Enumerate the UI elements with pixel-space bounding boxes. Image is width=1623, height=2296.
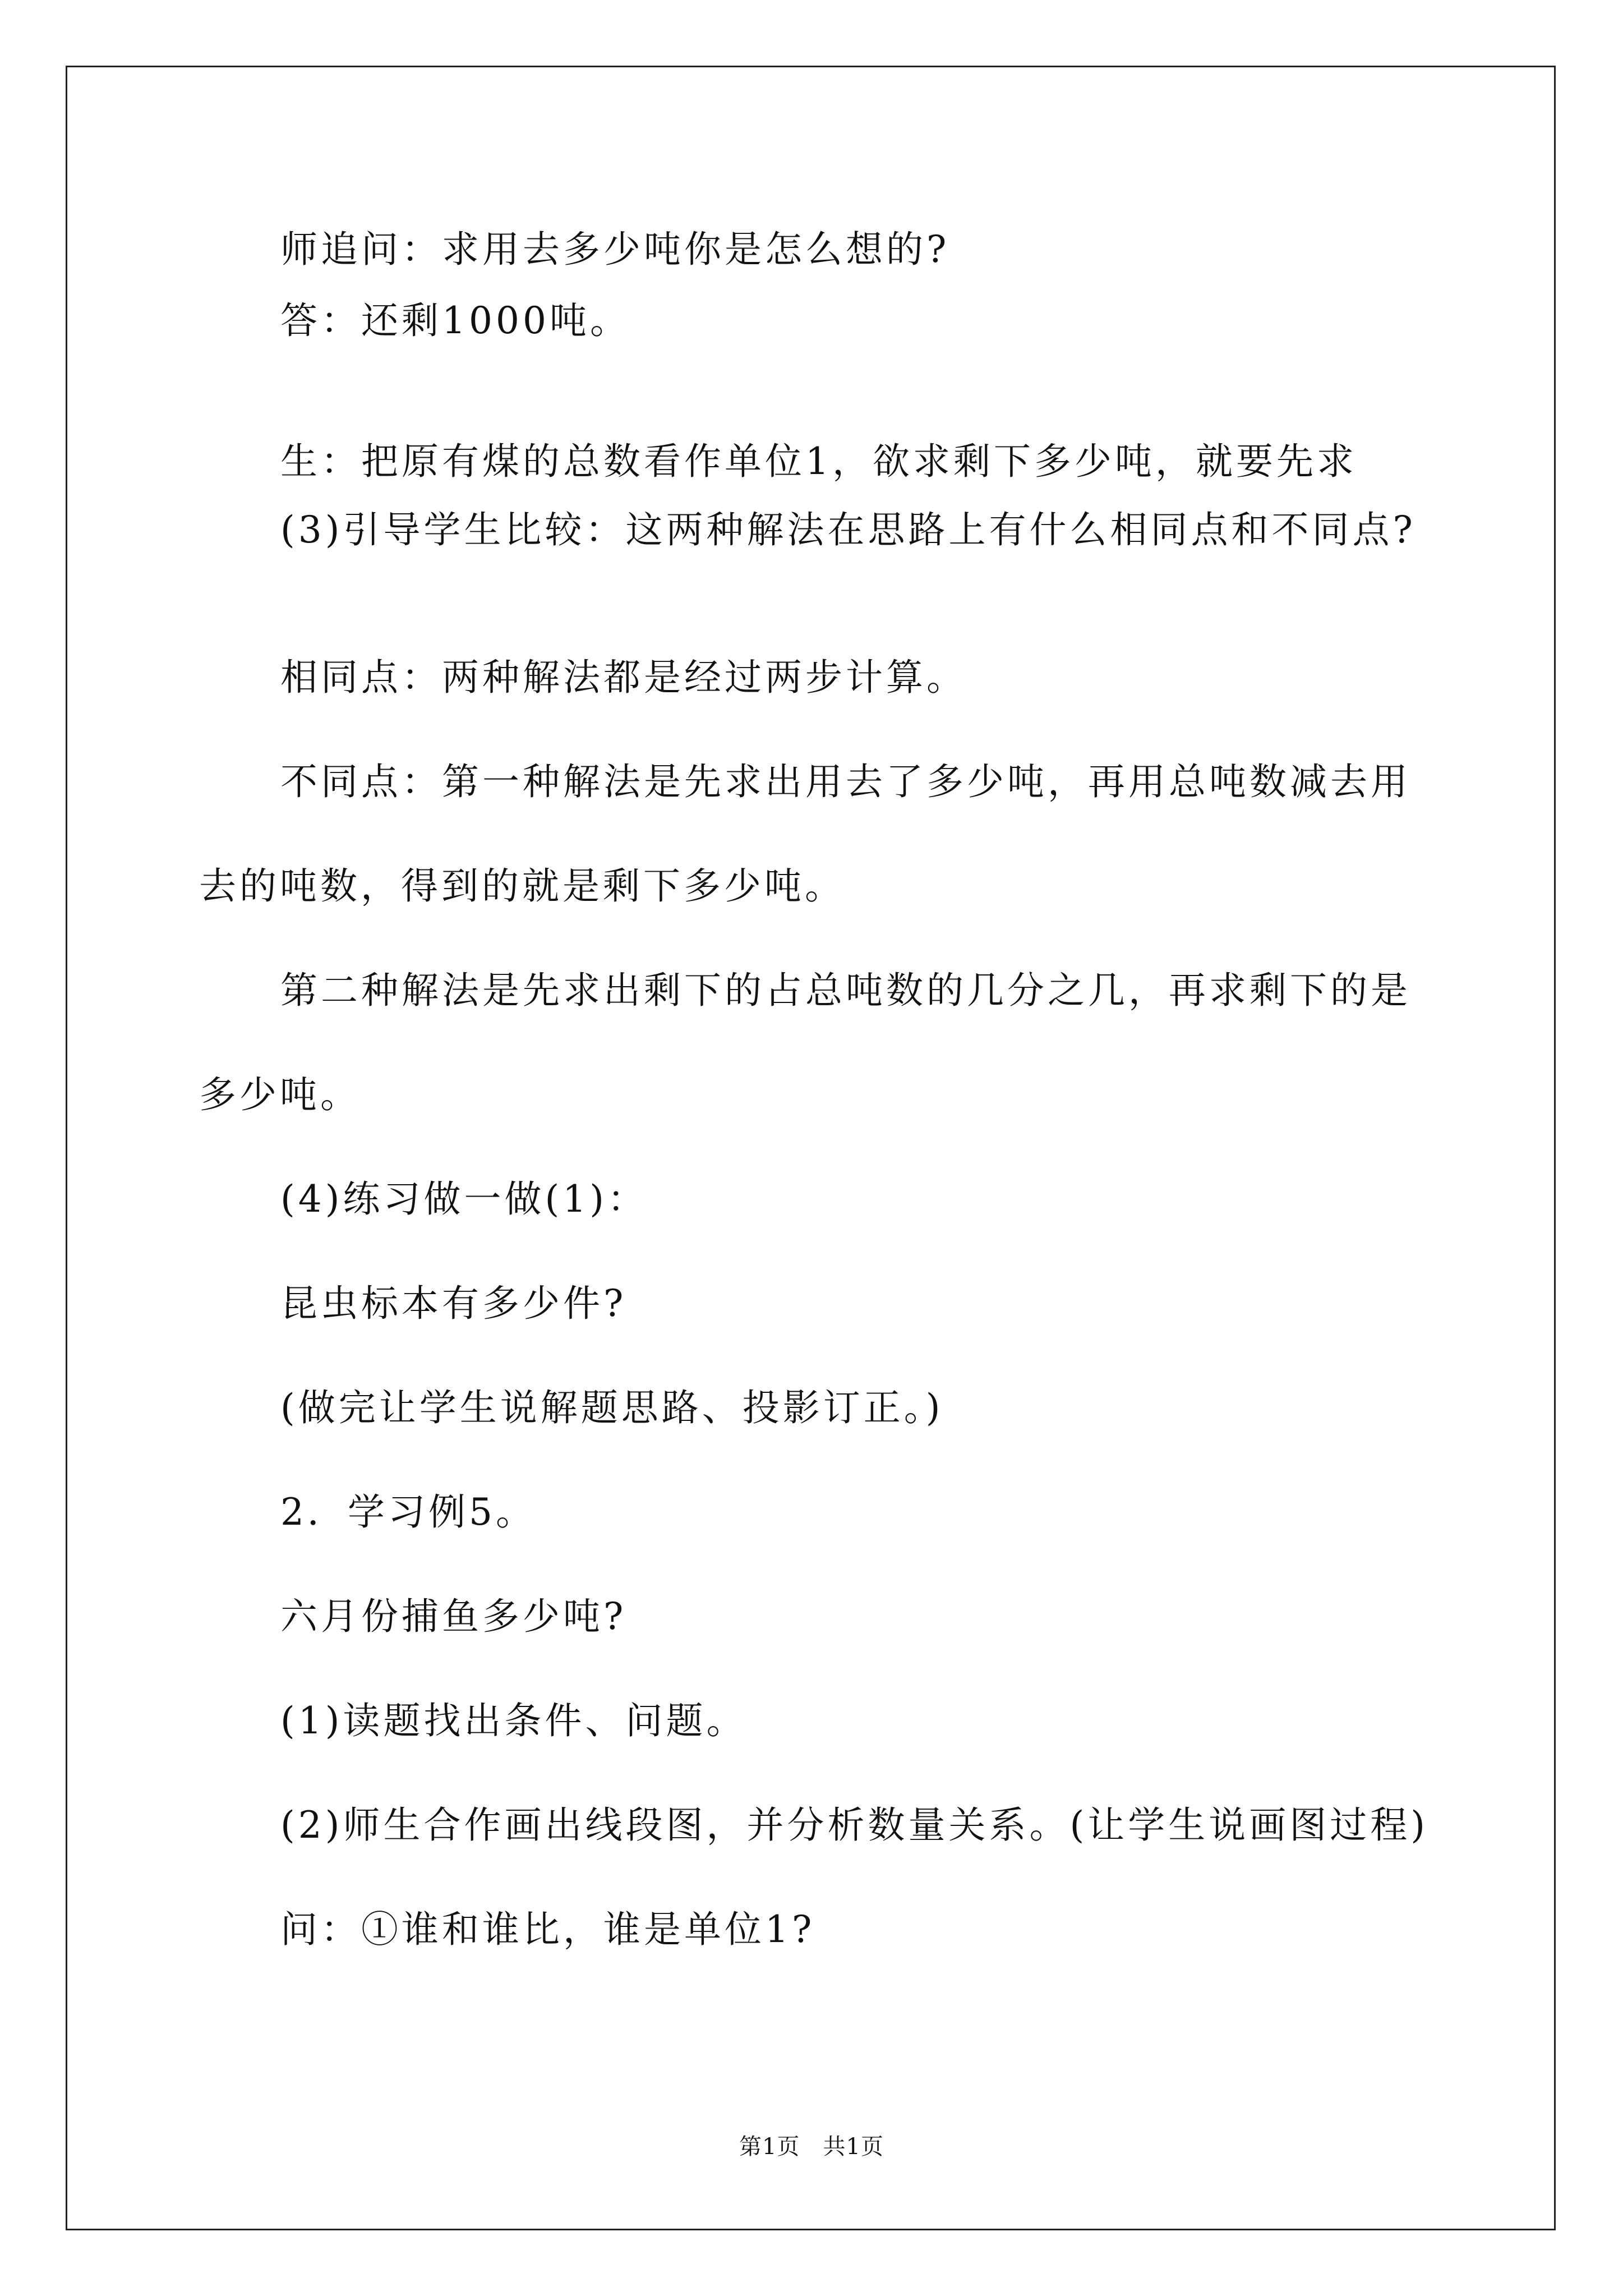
paragraph: 不同点：第一种解法是先求出用去了多少吨，再用总吨数减去用 [280, 760, 1411, 803]
paragraph: (3)引导学生比较：这两种解法在思路上有什么相同点和不同点? [280, 508, 1416, 551]
paragraph: 去的吨数，得到的就是剩下多少吨。 [199, 864, 845, 908]
paragraph: 问：①谁和谁比，谁是单位1? [280, 1908, 815, 1951]
page-border [66, 66, 1556, 2230]
paragraph: 2．学习例5。 [280, 1490, 536, 1534]
paragraph: (2)师生合作画出线段图，并分析数量关系。(让学生说画图过程) [280, 1803, 1428, 1847]
paragraph: 答：还剩1000吨。 [280, 299, 630, 342]
paragraph: 生：把原有煤的总数看作单位1，欲求剩下多少吨，就要先求 [280, 440, 1357, 483]
page-number: 第1页 共1页 [739, 2134, 884, 2160]
paragraph: 相同点：两种解法都是经过两步计算。 [280, 656, 967, 699]
paragraph: (4)练习做一做(1)： [280, 1177, 648, 1221]
paragraph: 师追问：求用去多少吨你是怎么想的? [280, 228, 950, 271]
paragraph: (做完让学生说解题思路、投影订正。) [280, 1386, 944, 1429]
paragraph: 第二种解法是先求出剩下的占总吨数的几分之几，再求剩下的是 [280, 969, 1411, 1012]
paragraph: 多少吨。 [199, 1073, 361, 1116]
paragraph: 昆虫标本有多少件? [280, 1282, 627, 1325]
paragraph: (1)读题找出条件、问题。 [280, 1699, 747, 1742]
paragraph: 六月份捕鱼多少吨? [280, 1595, 627, 1638]
